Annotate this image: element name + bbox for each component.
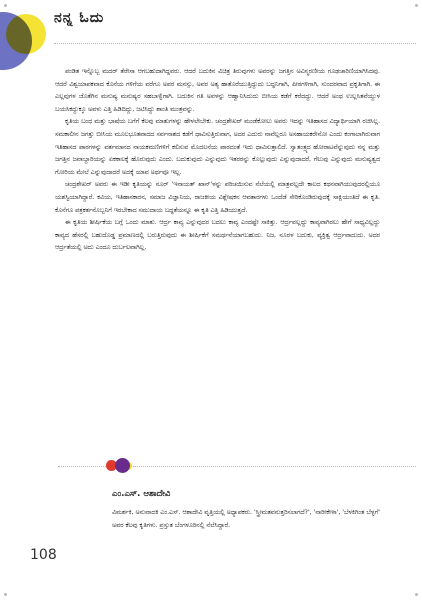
running-header: ನನ್ನ ಓದು	[54, 10, 105, 26]
paragraph: ಕೃತಿಯ ಬಂಧ ಮತ್ತು ಭಾಷೆಯ ಬಗೆಗೆ ಕೆಲವು ಮಾತುಗಳನ್ನು ಹೇಳಲೇಬೇಕು. ಚಂದ್ರಶೇಖರ್ ಮಂಡೆಕೋಲು ಅವರು ಇದನ್ನು ಇತಿಹಾಸದ ವಿದ್ಯಾರ್ಥಿಯಾಗಿ ರಚಿಸಿಲ್ಲ. ಸಮಕಾಲೀನ ಜಗತ್ತು ಬೀಸಿಯ ಮೂಲಭೂತವಾದದ ಸರ್ವನಾಶದ ಕಡೆಗೆ ಧಾವಿಸುತ್ತಿರುವಾಗ, ಅದರ ಎದುರು ನಾವೆಲ್ಲರೂ ಅಸಹಾಯಕರೇನೋ ಎಂದು ಕಂಗಾಲಾಗಿರುವಾಗ ಇತಿಹಾಸದ ಪಾಠಗಳನ್ನು ವರ್ತಮಾನದ ನಾಯಕಮಣಿಗಳಿಗೆ ಕಲಿಸುವ ಮೊದಲನೆಯ ಪಾಠದಂತೆ ಇದು ಧಾವಿಸುತ್ತಾಲಿದೆ. ಸ್ವಾತಂತ್ರ್ಯದ ಹೋರಾಟವೆನ್ನುವುದು ನನ್ನ ಮತ್ತು ಜಗತ್ತಿನ ಜವಾಬ್ದಾರಿಯನ್ನು ಏಕಕಾಲಕ್ಕೆ ಹೊರುವುದು ಎಂದು. ಬದುಕುವುದು ಎನ್ನುವುದು ಇತರರನ್ನು ಕೊಲ್ಲುವುದು ಎನ್ನುವುದಾದರೆ, ಗೆಲುವು ಎನ್ನುವುದು ಮನುಷ್ಯತ್ವದ ಗೋರಿಯ ಮೇಲೆ ಎನ್ನುವುದಾದರೆ ಅದಕ್ಕೆ ಯಾವ ಅರ್ಥವೂ ಇಲ್ಲ.	[55, 118, 380, 176]
paragraph: ಪಂಡಿತ ಇನ್ನೊಬ್ಬ ಮದರ್ ತೆರೇಸಾ ಆಗಬಹುದಾಗಿದ್ದವರು. ಆದರೆ ಬದುಕಿನ ವಿಚಿತ್ರ ತಿರುವುಗಳು ಅವರನ್ನು ಜಗತ್ತಿನ ಅವಿಸ್ಮರಣೀಯ ಗೂಢಚಾರಿಣಿಯಾಗಿಸಿದವು. ಆದರೆ ವಿಶ್ವಯಾಪಕವಾದ ಕೊನೆಯ ಗಳಿಗೆಯ ವರೆಗೂ ಅವರ ಮನಸ್ಸು, ಅವರ ಅತ್ಯ ಹಾತೊರೆಯುತ್ತಿದ್ದುದು ಬದ್ಧನಿಗಾಗಿ, ಪೀಠಗಳಿಗಾಗಿ, ಸುಂದರವಾದ ಪ್ರಕೃತಿಗಾಗಿ. ಈ ಎಲ್ಲವುಗಳ ಜೊತೆಗಿನ ಮನುಷ್ಯ ಮನುಷ್ಯರ ಸಹಬಾಳ್ವೆಗಾಗಿ. ಬದುಕಿನ ಗತಿ ಅವಳನ್ನು ಆಹ್ವಾನಿಸಿದುದು ಬೀಸಿಯ ಕಡೆಗೆ ಕರೆದದ್ದು. ಆದರೆ ಅಂಥ ಉಲ್ಲಸಿತವೆಯ್ದುಳ ಬಯಸಿಕದ್ದುಕ್ಕೂ ಅವಳು ಎತ್ತಿ ಹಿಡಿದಿದ್ದು, ಜಟಿಸಿದ್ದು ಶಾಂತಿ ಮಂತ್ರವನ್ನು.	[55, 68, 380, 113]
body-text	[55, 66, 380, 255]
crop-mark	[4, 593, 7, 596]
decor-dot-purple	[115, 458, 130, 473]
author-name: ಎಂ.ಎಸ್. ಆಶಾದೇವಿ	[112, 489, 171, 499]
paragraph: ಚಂದ್ರಶೇಖರ್ ಅವರು ಈ ಇಡೀ ಕೃತಿಯನ್ನು ನೂರ್ 'ಇನಾಯತ್ ಖಾನ್'ಳನ್ನು ಪರಿಚಯಿಸುವ ನೆಲೆಯಲ್ಲಿ ಮಾತ್ರವಲ್ಲದೇ ಕಾಲದ ಕಥನವಾಗಿಯುವುದರಲ್ಲಿಯೂ ಯಶಸ್ವಿಯಾಗಿದ್ದಾರೆ. ಕವಿಯ, ಇತಿಹಾಸಕಾರನ, ಸಮಾಜ ವಿಜ್ಞಾನಿಯ, ರಾಜಕೀಯ ವಿಶ್ಲೇಷಕನ ಆವತಾರಗಳು ಒಂದೆಡೆ ಸೇರಿಕೊಂಡಿರುವುದಕ್ಕೆ ಸಾಕ್ಷಿಯಂತಿದೆ ಈ ಕೃತಿ. ಕೊನೆಗೂ ಪತ್ರಕರ್ತನೊಬ್ಬನಿಗೆ ಇರಬೇಕಾದ ಸಮುದಾಯ ಬದ್ಧತೆಯನ್ನೂ ಈ ಕೃತಿ ಎತ್ತಿ ಹಿಡಿಯುತ್ತದೆ.	[55, 181, 380, 214]
paragraph: ಈ ಕೃತಿಯ ಶೀರ್ಷಿಕೆಯ ಬಗ್ಗೆ ಒಂದು ಮಾತು. ಆರ್ದ್ರ ಕಾವ್ಯ ಎನ್ನುವುದರ ಬದಲು ಕಾವ್ಯ ಎಂದಷ್ಟೇ ಸಾಕಿತ್ತು. ಆರ್ದ್ರವಲ್ಲದ್ದು ಕಾವ್ಯವಾಗಿರಲು ಹೇಗೆ ಸಾಧ್ಯವಿಲ್ಲದ್ದು ಕಾವ್ಯದ ಹೆಸರಲ್ಲಿ ಬಹುದೊಡ್ಡ ಪ್ರಮಾಣದಲ್ಲಿ ಬರುತ್ತಿರುವುದು ಈ ಶೀರ್ಷಿಕೆಗೆ ಸಮರ್ಥನೆಯಾಗಬಹುದು. ನಿಜ, ನೂರಳ ಬದುಕು, ವ್ಯಕ್ತಿತ್ವ ಆರ್ದ್ರವಾದುದು. ಅದರ ಆರ್ದ್ರತೆಯಲ್ಲಿ ಅದು ಎಂದೂ ದುರ್ಬಲವಾಗಿಲ್ಲ.	[55, 219, 380, 252]
header-divider	[54, 43, 416, 44]
corner-circle-yellow	[6, 14, 46, 54]
crop-mark	[415, 4, 418, 7]
crop-mark	[415, 593, 418, 596]
crop-mark	[4, 4, 7, 7]
page-number: 108	[30, 547, 57, 563]
author-bio: ವಿಮರ್ಶಕಿ, ಅನುವಾದಕಿ ಎಂ.ಎಸ್. ಆಶಾದೇವಿ ವೃತ್ತಿಯಲ್ಲಿ ಅಧ್ಯಾಪಕರು. 'ಸ್ತ್ರೀಮತವನುತ್ತರಿಸಲಾಗದೆ?', 'ನಾರೀಕೇಳಾ', 'ಬೆಳಕಿಗಿಂತ ಬೆಳ್ಳಗೆ' ಅವರ ಕೆಲವು ಕೃತಿಗಳು. ಪ್ರಸ್ತುತ ಬೆಂಗಳೂರಿನಲ್ಲಿ ನೆಲೆಸಿದ್ದಾರೆ.	[112, 509, 380, 529]
